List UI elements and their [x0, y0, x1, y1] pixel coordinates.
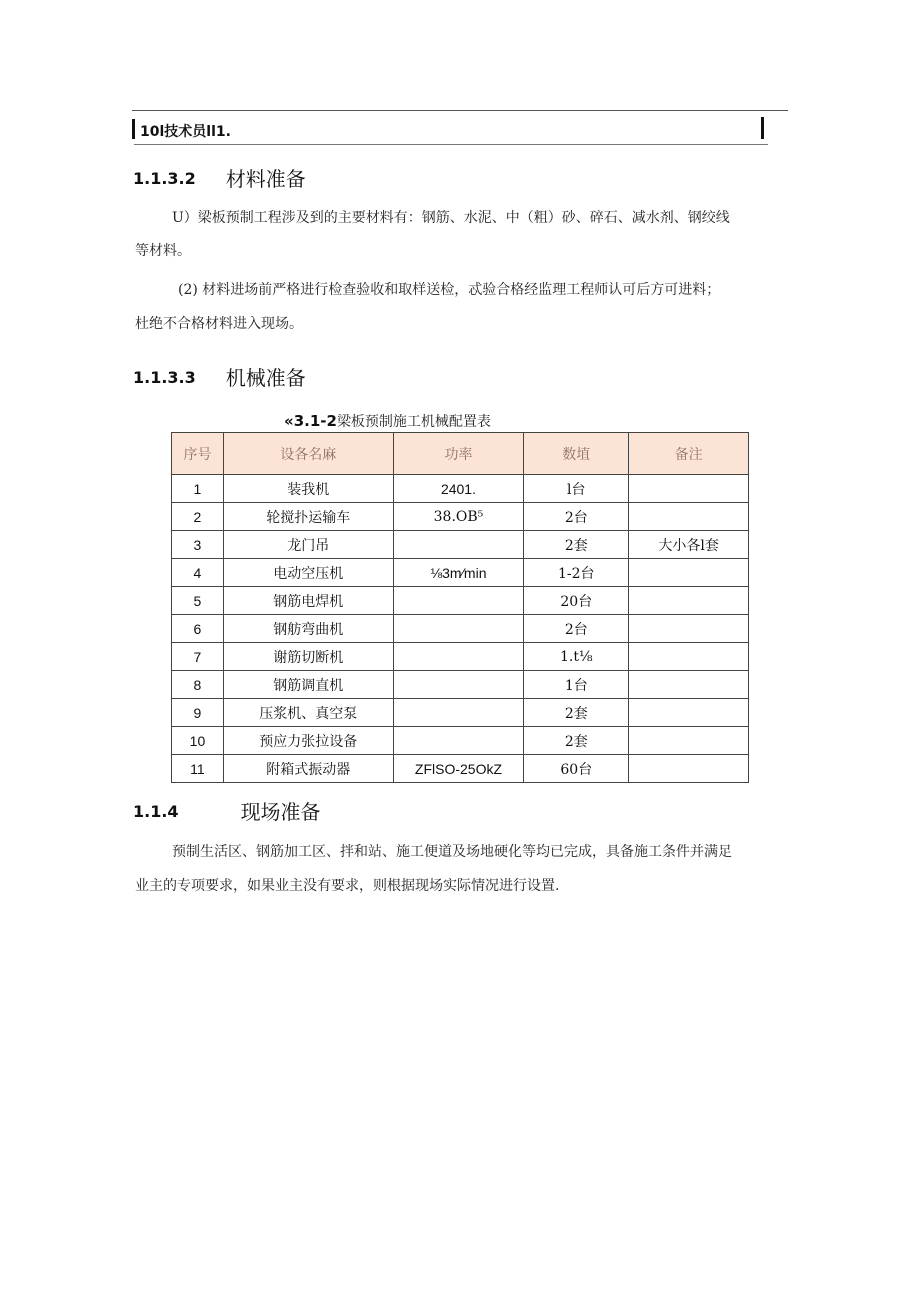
header-right-bar — [761, 117, 764, 139]
table-cell: 7 — [172, 643, 224, 671]
table-cell: 装我机 — [223, 475, 393, 503]
table-cell — [629, 699, 749, 727]
paragraph-line: 业主的专项要求，如果业主没有要求，则根据现场实际情况进行设置. — [135, 878, 560, 894]
table-header-cell: 功率 — [393, 433, 524, 475]
section-title: 材料准备 — [225, 167, 306, 191]
section-title: 现场准备 — [240, 800, 321, 824]
table-cell: l台 — [524, 475, 629, 503]
table-cell — [393, 671, 524, 699]
table-cell: 1.t⅛ — [524, 643, 629, 671]
table-cell: 谢筋切断机 — [223, 643, 393, 671]
table-row — [172, 559, 749, 587]
header-bottom-rule — [134, 144, 768, 145]
table-cell: 压浆机、真空泵 — [223, 699, 393, 727]
section-heading-materials — [133, 163, 306, 192]
table-cell: ⅛3m∕min — [393, 559, 524, 587]
table-cell: 附箱式振动器 — [223, 755, 393, 783]
table-cell — [629, 615, 749, 643]
table-header-row — [172, 433, 749, 475]
table-cell: 5 — [172, 587, 224, 615]
table-cell — [629, 503, 749, 531]
table-header-cell: 设各名麻 — [223, 433, 393, 475]
table-row — [172, 615, 749, 643]
table-caption-number: «3.1-2 — [284, 412, 337, 430]
table-row — [172, 587, 749, 615]
table-cell: 60台 — [524, 755, 629, 783]
table-cell: 1-2台 — [524, 559, 629, 587]
header-left-bar — [132, 119, 135, 139]
section-heading-machinery — [133, 362, 306, 391]
table-caption-text: 梁板预制施工机械配置表 — [336, 414, 491, 430]
table-cell — [393, 531, 524, 559]
table-cell: 11 — [172, 755, 224, 783]
table-row — [172, 755, 749, 783]
table-cell: 钢舫弯曲机 — [223, 615, 393, 643]
table-cell: 龙门吊 — [223, 531, 393, 559]
machinery-table — [171, 432, 749, 783]
header-top-rule — [132, 110, 788, 111]
section-number: 1.1.3.2 — [133, 169, 196, 188]
table-cell: 4 — [172, 559, 224, 587]
table-cell: 10 — [172, 727, 224, 755]
paragraph-line: U）梁板预制工程涉及到的主要材料有：钢筋、水泥、中（粗）砂、碎石、减水剂、钢绞线 — [172, 210, 730, 226]
table-cell — [629, 727, 749, 755]
header-text: 10l技术员ll1. — [140, 124, 231, 140]
table-cell — [629, 755, 749, 783]
table-cell: 2 — [172, 503, 224, 531]
table-cell — [393, 727, 524, 755]
section-title: 机械准备 — [225, 366, 306, 390]
table-cell: 预应力张拉设备 — [223, 727, 393, 755]
section-number: 1.1.3.3 — [133, 368, 196, 387]
table-cell: 2台 — [524, 615, 629, 643]
table-cell — [629, 671, 749, 699]
table-caption — [284, 411, 491, 431]
table-cell: 38.OB⁵ — [393, 503, 524, 531]
table-cell: 2台 — [524, 503, 629, 531]
table-row — [172, 699, 749, 727]
table-cell: 2套 — [524, 531, 629, 559]
table-cell — [393, 615, 524, 643]
table-header-cell: 备注 — [629, 433, 749, 475]
table-cell: 1台 — [524, 671, 629, 699]
table-cell: 1 — [172, 475, 224, 503]
table-cell: 大小各l套 — [629, 531, 749, 559]
table-header-cell: 序号 — [172, 433, 224, 475]
table-row — [172, 643, 749, 671]
table-cell: 2401. — [393, 475, 524, 503]
table-cell — [629, 587, 749, 615]
table-row — [172, 727, 749, 755]
table-cell: 9 — [172, 699, 224, 727]
table-row — [172, 531, 749, 559]
table-row — [172, 475, 749, 503]
table-header-cell: 数埴 — [524, 433, 629, 475]
table-cell — [629, 643, 749, 671]
paragraph-line: 杜绝不合格材料进入现场。 — [135, 316, 303, 332]
table-cell: 钢筋电焊机 — [223, 587, 393, 615]
table-cell: 电动空压机 — [223, 559, 393, 587]
table-cell: ZFlSO-25OkZ — [393, 755, 524, 783]
table-cell: 2套 — [524, 727, 629, 755]
table-cell: 20台 — [524, 587, 629, 615]
table-cell — [629, 559, 749, 587]
table-cell: 2套 — [524, 699, 629, 727]
table-cell — [393, 699, 524, 727]
paragraph-line: 等材料。 — [135, 243, 191, 259]
table-row — [172, 671, 749, 699]
table-cell — [393, 587, 524, 615]
section-heading-site — [133, 796, 321, 825]
table-cell — [629, 475, 749, 503]
table-cell: 6 — [172, 615, 224, 643]
table-cell — [393, 643, 524, 671]
table-row — [172, 503, 749, 531]
table-cell: 8 — [172, 671, 224, 699]
table-cell: 3 — [172, 531, 224, 559]
paragraph-line: 预制生活区、钢筋加工区、拌和站、施工便道及场地硬化等均已完成，具备施工条件并满足 — [172, 844, 732, 860]
table-cell: 钢筋调直机 — [223, 671, 393, 699]
table-cell: 轮搅扑运输车 — [223, 503, 393, 531]
paragraph-line: (2) 材料进场前严格进行检查验收和取样送检，忒验合格经监理工程师认可后方可进料； — [178, 282, 721, 298]
section-number: 1.1.4 — [133, 802, 179, 821]
